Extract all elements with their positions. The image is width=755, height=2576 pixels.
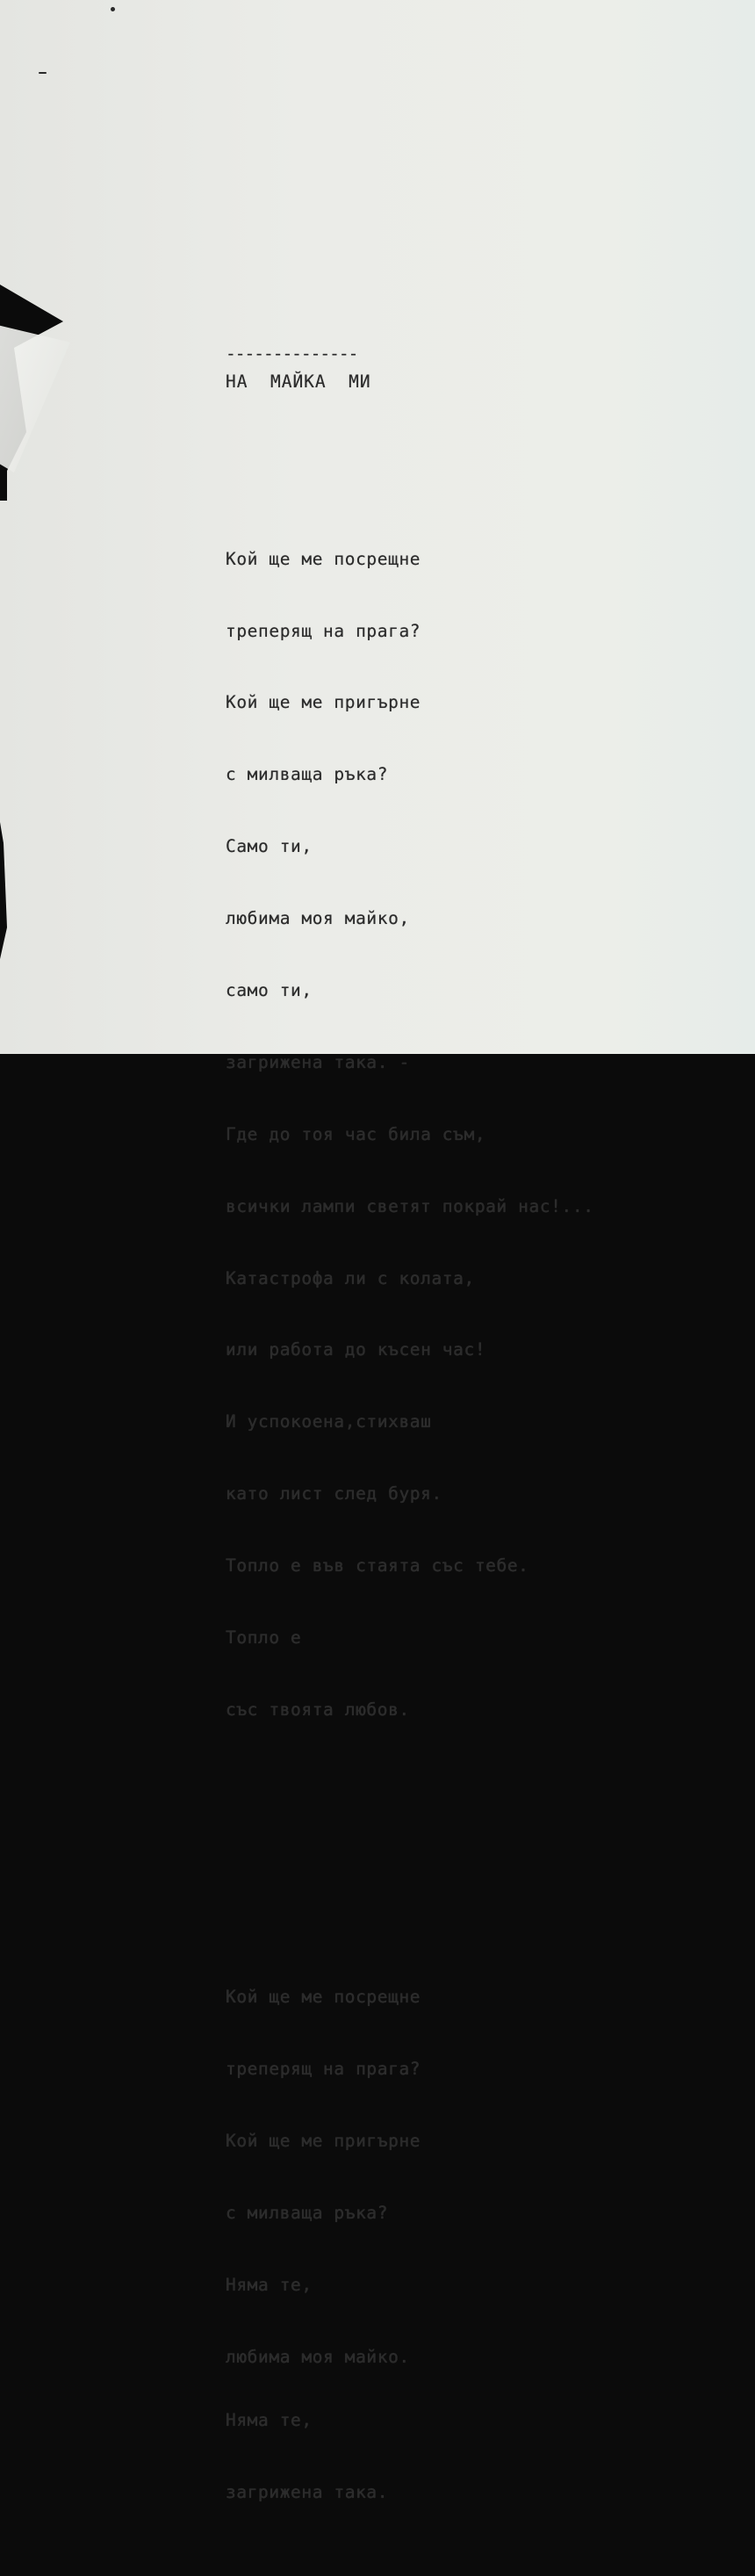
ink-speck (111, 7, 115, 11)
poem-line: само ти, (226, 980, 313, 1001)
poem-line: с милваща ръка? (226, 764, 389, 785)
poem-title-block (226, 322, 594, 393)
poem-title: НА МАЙКА МИ (226, 372, 371, 393)
ink-speck (39, 72, 47, 74)
poem-line: Кой ще ме пригърне (226, 2131, 421, 2152)
poem-line: със твоята любов. (226, 1699, 410, 1720)
poem-line: треперящ на прага? (226, 2059, 421, 2080)
poem-line: Само ти, (226, 836, 313, 857)
poem-line: любима моя майко. (226, 2346, 410, 2367)
poem-line: като лист след буря. (226, 1483, 442, 1504)
stanza-2 (226, 1937, 594, 2552)
poem-line: Топло е във стаята със тебе. (226, 1555, 529, 1577)
poem-line: или работа до късен час! (226, 1339, 486, 1360)
poem-line: треперящ на прага? (226, 620, 421, 641)
poem-line: Топло е (226, 1627, 302, 1649)
poem-line: всички лампи светят покрай нас!... (226, 1195, 594, 1216)
poem-line: Кой ще ме посрещне (226, 548, 421, 569)
poem (226, 274, 594, 2576)
stanza-1 (226, 499, 594, 1770)
poem-line: Где до тоя час била съм, (226, 1123, 486, 1144)
poem-line: любима моя майко, (226, 908, 410, 929)
poem-line: Кой ще ме пригърне (226, 692, 421, 713)
poem-line: с милваща ръка? (226, 2203, 389, 2224)
poem-line: Няма те, (226, 2275, 313, 2296)
poem-line: И успокоена,стихваш (226, 1411, 432, 1432)
poem-line: Катастрофа ли с колата, (226, 1267, 475, 1288)
poem-line: загрижена така. - (226, 1051, 410, 1072)
title-underline: -------------- (226, 343, 358, 364)
poem-line: загрижена така. (226, 2481, 389, 2502)
poem-line: Кой ще ме посрещне (226, 1987, 421, 2008)
poem-line-overtyped: Няма те, (226, 2409, 313, 2430)
